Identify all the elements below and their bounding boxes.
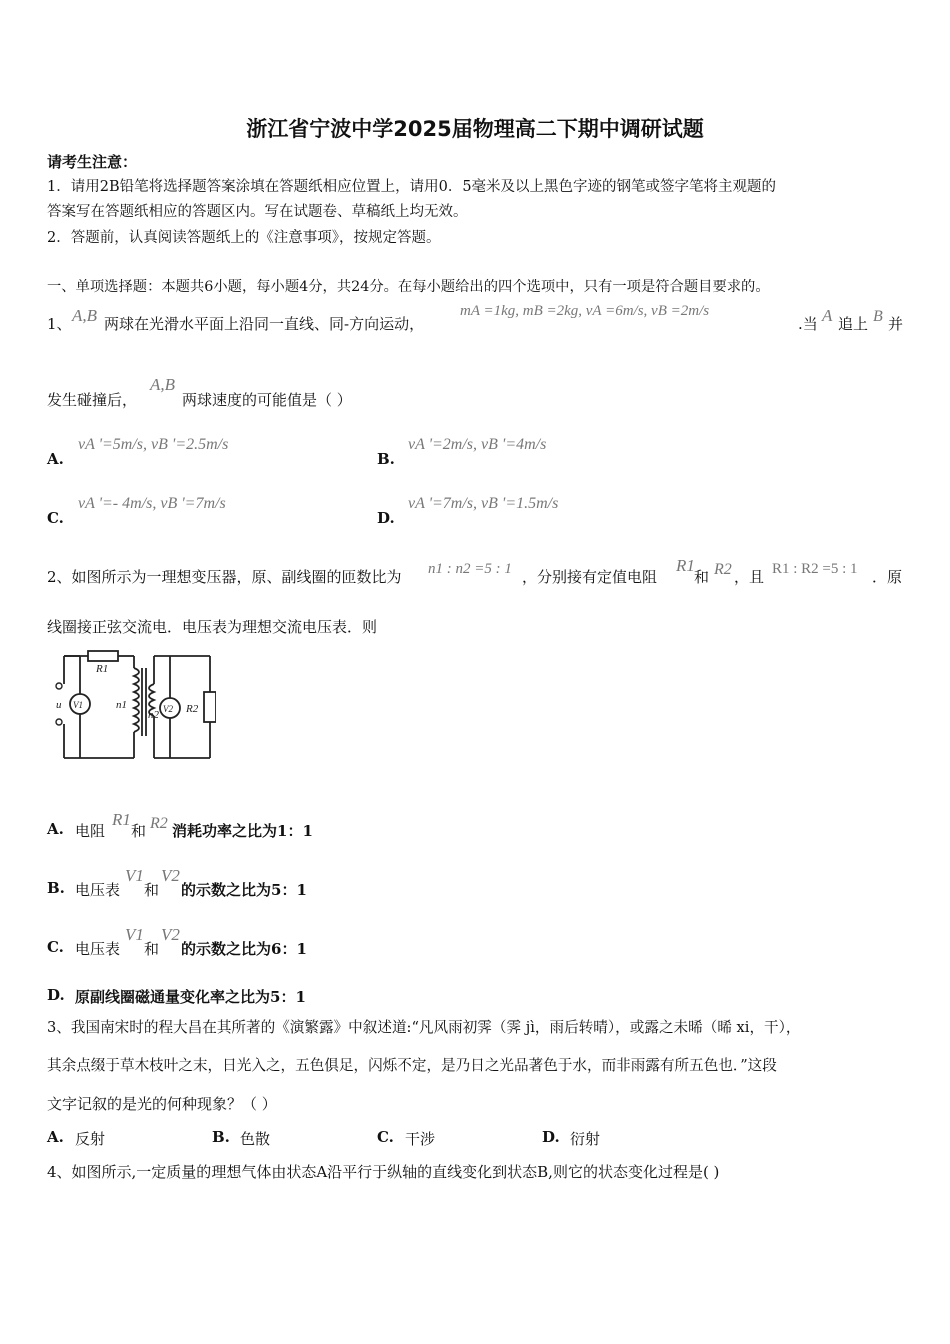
q1-option-a-expr: vA '=5m/s, vB '=2.5m/s	[78, 436, 229, 453]
q2-text4: ．原	[872, 568, 903, 586]
q2-line2: 线圈接正弦交流电．电压表为理想交流电压表．则	[47, 618, 378, 636]
q2-option-b-mid: 和	[144, 881, 160, 899]
notice-line2: 2．答题前，认真阅读答题纸上的《注意事项》，按规定答题。	[47, 230, 441, 246]
q2-option-a-s2: R2	[150, 815, 168, 832]
q1-line2b: 两球速度的可能值是（ ）	[182, 391, 352, 409]
figure-label-r1: R1	[96, 663, 109, 675]
q3-option-a-text: 反射	[75, 1130, 106, 1148]
q1-a: A	[822, 306, 833, 325]
q2-option-a-label[interactable]: A.	[47, 820, 64, 838]
figure-label-n1: n1	[116, 699, 127, 711]
q2-option-a-post: 消耗功率之比为1：1	[172, 822, 313, 840]
q1-ab: A,B	[72, 306, 98, 325]
q2-option-b-post: 的示数之比为5：1	[181, 881, 307, 899]
q1-text2: .当	[798, 315, 818, 333]
q1-option-b-label[interactable]: B.	[377, 450, 395, 468]
q2-option-a-s1: R1	[112, 810, 131, 829]
q1-option-c-expr: vA '=- 4m/s, vB '=7m/s	[78, 495, 226, 512]
q1-option-b-expr: vA '=2m/s, vB '=4m/s	[408, 436, 547, 453]
page-title: 浙江省宁波中学2025届物理高二下期中调研试题	[246, 117, 704, 141]
q3-option-b-text: 色散	[240, 1130, 271, 1148]
q3-option-b-label[interactable]: B.	[212, 1128, 230, 1146]
q2-option-c-mid: 和	[144, 940, 160, 958]
q1-ab2: A,B	[150, 375, 176, 394]
q1-option-d-expr: vA '=7m/s, vB '=1.5m/s	[408, 495, 559, 512]
notice-line1a: 1．请用2B铅笔将选择题答案涂填在答题纸相应位置上，请用0．5毫米及以上黑色字迹的钢笔或签字笔将主观题的	[47, 179, 777, 195]
q3-option-c-label[interactable]: C.	[377, 1128, 394, 1146]
notice-heading: 请考生注意：	[47, 153, 138, 171]
q1-b: B	[873, 308, 883, 325]
q2-and: 和	[694, 568, 710, 586]
q3-line3: 文字记叙的是光的何种现象？（ ）	[47, 1095, 277, 1113]
q2-option-a-mid: 和	[131, 822, 147, 840]
q2-r2: R2	[714, 561, 732, 578]
q2-option-c-s1: V1	[125, 925, 144, 944]
q4-text: 4、如图所示,一定质量的理想气体由状态A沿平行于纵轴的直线变化到状态B,则它的状态变化过程是( )	[47, 1163, 720, 1181]
q2-rratio: R1 : R2 =5 : 1	[772, 561, 858, 577]
figure-label-r2: R2	[186, 703, 199, 715]
q3-option-c-text: 干涉	[405, 1130, 436, 1148]
q1-text1: 两球在光滑水平面上沿同一直线、同-方向运动，	[104, 315, 425, 333]
q2-option-b-label[interactable]: B.	[47, 879, 65, 897]
q2-option-c-s2: V2	[161, 925, 180, 944]
q1-option-c-label[interactable]: C.	[47, 509, 64, 527]
q1-option-d-label[interactable]: D.	[377, 509, 395, 527]
q2-option-c-label[interactable]: C.	[47, 938, 64, 956]
q1-number: 1、	[47, 315, 72, 333]
transformer-circuit-diagram	[52, 648, 216, 766]
q2-option-a-pre: 电阻	[75, 822, 106, 840]
figure-label-n2: n2	[148, 709, 159, 721]
q3-line1: 3、我国南宋时的程大昌在其所著的《演繁露》中叙述道:“凡风雨初霁（霁 jì，雨后转晴），或露之未晞（晞 xi，干），	[47, 1019, 801, 1036]
figure-label-v1: V1	[73, 700, 83, 710]
q3-option-d-label[interactable]: D.	[542, 1128, 560, 1146]
q2-text2: ，分别接有定值电阻	[522, 568, 658, 586]
q2-r1: R1	[676, 556, 695, 575]
q2-option-d-label[interactable]: D.	[47, 986, 65, 1004]
q2-text1: 2、如图所示为一理想变压器，原、副线圈的匝数比为	[47, 568, 402, 586]
q1-line2a: 发生碰撞后，	[47, 391, 138, 409]
q2-option-c-post: 的示数之比为6：1	[181, 940, 307, 958]
q1-option-a-label[interactable]: A.	[47, 450, 64, 468]
q3-option-d-text: 衍射	[570, 1130, 601, 1148]
notice-line1b: 答案写在答题纸相应的答题区内。写在试题卷、草稿纸上均无效。	[47, 204, 468, 220]
q1-given: mA =1kg, mB =2kg, vA =6m/s, vB =2m/s	[460, 303, 710, 319]
q2-ratio: n1 : n2 =5 : 1	[428, 561, 512, 577]
q2-option-b-pre: 电压表	[75, 881, 121, 899]
q3-line2: 其余点缀于草木枝叶之末，日光入之，五色俱足，闪烁不定，是乃日之光品著色于水，而非雨露有所五色也．”这段	[47, 1057, 777, 1074]
section-heading: 一、单项选择题：本题共6小题，每小题4分，共24分。在每小题给出的四个选项中，只有一项是符合题目要求的。	[47, 279, 770, 295]
q2-option-b-s1: V1	[125, 866, 144, 885]
q2-option-d-text: 原副线圈磁通量变化率之比为5：1	[75, 988, 306, 1006]
q1-text4: 并	[888, 315, 904, 333]
q2-text3: ，且	[734, 568, 765, 586]
q2-option-c-pre: 电压表	[75, 940, 121, 958]
q2-option-b-s2: V2	[161, 866, 180, 885]
q1-text3: 追上	[838, 315, 869, 333]
figure-label-v2: V2	[163, 704, 173, 714]
figure-label-u: u	[56, 699, 62, 711]
q3-option-a-label[interactable]: A.	[47, 1128, 64, 1146]
